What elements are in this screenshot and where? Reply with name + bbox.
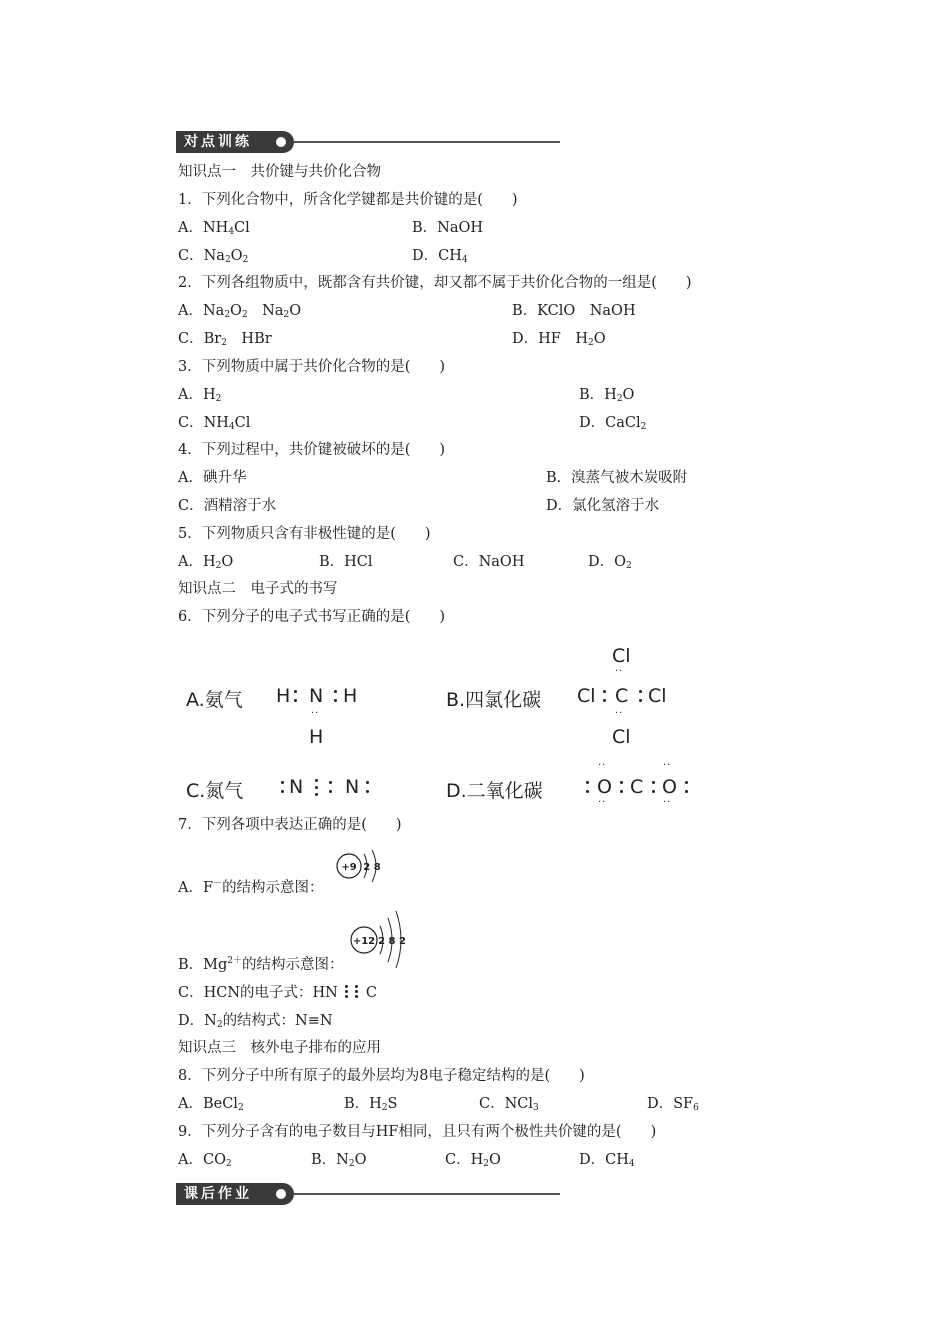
q8-option-b: B．$H_2S$ xyxy=(344,1096,398,1113)
q6-option-a-label: A.氨气 xyxy=(186,689,243,711)
q4-stem: 4．下列过程中，共价键被破坏的是( ) xyxy=(178,442,446,458)
q5-option-a: A．$H_2O$ xyxy=(178,554,234,571)
q8-option-a: A．BeCl$_2$ xyxy=(178,1096,244,1113)
electron-dots: ·· xyxy=(598,797,607,808)
electron-dot xyxy=(620,790,623,793)
f-ion-structure-diagram xyxy=(334,846,384,890)
q2-stem: 2．下列各组物质中，既都含有共价键，却又都不属于共价化合物的一组是( ) xyxy=(178,275,692,291)
q5-option-d: D．$O_2$ xyxy=(588,554,632,571)
q5-stem: 5．下列物质只含有非极性键的是( ) xyxy=(178,526,431,542)
electron-dot xyxy=(586,790,589,793)
q8-stem: 8．下列分子中所有原子的最外层均为8电子稳定结构的是( ) xyxy=(178,1068,585,1084)
f-nucleus-label: +9 xyxy=(341,862,357,873)
section-heading-1: 知识点一 共价键与共价化合物 xyxy=(178,164,381,180)
q9-stem: 9．下列分子含有的电子数目与HF相同，且只有两个极性共价键的是( ) xyxy=(178,1124,657,1140)
section-heading-3: 知识点三 核外电子排布的应用 xyxy=(178,1040,381,1056)
q1-option-d: D．$CH_4$ xyxy=(412,248,468,265)
electron-dot xyxy=(315,793,318,796)
q7-option-d: D．$N_2$的结构式：N≡N xyxy=(178,1013,333,1030)
electron-dot xyxy=(652,790,655,793)
q6-d-atom-o-right: O xyxy=(662,776,677,798)
q1-option-b: B．NaOH xyxy=(412,220,484,236)
electron-dot xyxy=(603,690,606,693)
electron-dots: ·· xyxy=(615,666,624,677)
electron-dot xyxy=(294,690,297,693)
banner-rule xyxy=(294,1193,560,1195)
practice-banner xyxy=(176,131,560,153)
electron-dot xyxy=(281,790,284,793)
q2-option-a: A．$Na_2O_2$ $Na_2O$ xyxy=(178,303,302,320)
q6-a-atom-n: N xyxy=(309,685,324,707)
q6-a-atom-h-bottom: H xyxy=(309,726,324,748)
electron-dot xyxy=(366,781,369,784)
q9-option-a: A．$CO_2$ xyxy=(178,1152,232,1169)
q6-option-c-label: C.氮气 xyxy=(186,780,244,802)
electron-dot xyxy=(639,690,642,693)
q3-option-c: C．$NH_4Cl$ xyxy=(178,415,251,432)
q6-a-atom-h-left: H xyxy=(276,685,291,707)
electron-dot xyxy=(366,790,369,793)
triple-bond-dots xyxy=(338,983,366,997)
q6-d-atom-c: C xyxy=(630,776,644,798)
q3-option-d: D．CaCl$_2$ xyxy=(579,415,647,432)
q4-option-a: A．碘升华 xyxy=(178,470,247,486)
q2-option-c: C．$Br_2$ HBr xyxy=(178,331,272,348)
practice-banner-label: 对点训练 xyxy=(176,131,294,153)
electron-dots: ·· xyxy=(311,708,320,719)
electron-dot xyxy=(620,781,623,784)
mg-nucleus-label: +12 xyxy=(352,936,376,947)
mg-shell-electrons: 2 8 2 xyxy=(378,936,406,947)
q7-option-b: B．$Mg^{2+}$的结构示意图： xyxy=(178,956,344,973)
q9-option-d: D．$CH_4$ xyxy=(579,1152,635,1169)
electron-dot xyxy=(652,781,655,784)
banner-dot-icon xyxy=(276,1189,286,1199)
electron-dot xyxy=(603,699,606,702)
electron-dots: ·· xyxy=(615,708,624,719)
q5-option-b: B．HCl xyxy=(319,554,373,570)
q5-option-c: C．NaOH xyxy=(453,554,525,570)
q6-b-atom-cl-bottom: Cl xyxy=(612,726,631,748)
banner-rule xyxy=(294,141,560,143)
f-shell-electrons: 2 8 xyxy=(363,862,381,873)
q8-option-d: D．$SF_6$ xyxy=(647,1096,699,1113)
q1-stem: 1．下列化合物中，所含化学键都是共价键的是( ) xyxy=(178,192,518,208)
q6-option-b-label: B.四氯化碳 xyxy=(446,689,542,711)
electron-dot xyxy=(334,699,337,702)
electron-dots: ·· xyxy=(663,760,672,771)
q1-option-a: A．$NH_4Cl$ xyxy=(178,220,250,237)
q3-option-b: B．$H_2O$ xyxy=(579,387,635,404)
electron-dot xyxy=(685,781,688,784)
q3-stem: 3．下列物质中属于共价化合物的是( ) xyxy=(178,359,446,375)
q6-b-atom-cl-right: Cl xyxy=(648,685,667,707)
electron-dot xyxy=(639,699,642,702)
q6-a-atom-h-right: H xyxy=(343,685,358,707)
q7-stem: 7．下列各项中表达正确的是( ) xyxy=(178,817,402,833)
q6-b-atom-cl-left: Cl xyxy=(577,685,596,707)
q6-d-atom-o-left: O xyxy=(597,776,612,798)
electron-dots: ·· xyxy=(663,797,672,808)
electron-dots: ·· xyxy=(598,760,607,771)
electron-dot xyxy=(685,790,688,793)
q4-option-b: B．溴蒸气被木炭吸附 xyxy=(546,470,688,486)
q4-option-c: C．酒精溶于水 xyxy=(178,498,277,514)
electron-dot xyxy=(281,781,284,784)
q2-option-b: B．KClO NaOH xyxy=(512,303,636,319)
banner-dot-icon xyxy=(276,137,286,147)
homework-banner-label: 课后作业 xyxy=(176,1183,294,1205)
q9-option-b: B．$N_2O$ xyxy=(311,1152,367,1169)
q6-b-atom-cl-top: Cl xyxy=(612,645,631,667)
q6-c-atom-n-right: N xyxy=(345,776,360,798)
section-heading-2: 知识点二 电子式的书写 xyxy=(178,581,338,597)
electron-dot xyxy=(294,699,297,702)
electron-dot xyxy=(315,779,318,782)
electron-dot xyxy=(329,781,332,784)
q6-option-d-label: D.二氧化碳 xyxy=(446,780,543,802)
electron-dot xyxy=(315,786,318,789)
electron-dot xyxy=(329,790,332,793)
q7-option-a: A．F－的结构示意图： xyxy=(178,879,324,896)
q9-option-c: C．$H_2O$ xyxy=(445,1152,501,1169)
q7-option-c: C．HCN的电子式：HN C xyxy=(178,985,377,1001)
homework-banner xyxy=(176,1183,560,1205)
q8-option-c: C．NCl$_3$ xyxy=(479,1096,539,1113)
q1-option-c: C．$Na_2O_2$ xyxy=(178,248,249,265)
electron-dot xyxy=(334,690,337,693)
mg-ion-structure-diagram xyxy=(348,908,410,970)
electron-dot xyxy=(586,781,589,784)
q4-option-d: D．氯化氢溶于水 xyxy=(546,498,660,514)
q3-option-a: A．$H_2$ xyxy=(178,387,222,404)
q6-stem: 6．下列分子的电子式书写正确的是( ) xyxy=(178,609,446,625)
q6-b-atom-c: C xyxy=(615,685,629,707)
q2-option-d: D．HF $H_2O$ xyxy=(512,331,606,348)
q6-c-atom-n-left: N xyxy=(289,776,304,798)
